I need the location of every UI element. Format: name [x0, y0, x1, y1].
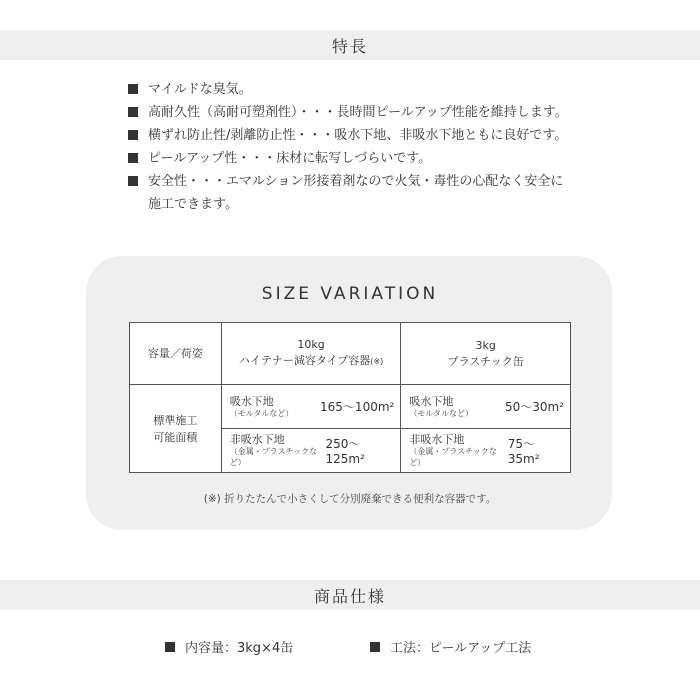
- size-table: [129, 322, 571, 473]
- cell-10kg-absorbent: 吸水下地 （モルタルなど） 165〜100m²: [221, 385, 401, 429]
- corner-cell: 容量／荷姿: [130, 323, 222, 385]
- list-item: 安全性・・・エマルション形接着剤なので火気・毒性の心配なく安全に 施工できます。: [128, 170, 588, 216]
- square-bullet-icon: [128, 84, 138, 94]
- list-item: 横ずれ防止性/剥離防止性・・・吸水下地、非吸水下地ともに良好です。: [128, 124, 588, 147]
- container-footnote: (※) 折りたたんで小さくして分別廃棄できる便利な容器です。: [203, 493, 497, 505]
- square-bullet-icon: [128, 107, 138, 117]
- square-bullet-icon: [128, 130, 138, 140]
- spec-title: 商品仕様: [313, 586, 386, 606]
- size-variation-title: SIZE VARIATION: [261, 284, 439, 304]
- square-bullet-icon: [370, 642, 380, 652]
- square-bullet-icon: [165, 642, 175, 652]
- cell-10kg-non-absorbent: 非吸水下地 （金属・プラスチックなど） 250〜125m²: [221, 429, 401, 473]
- row-label-area: 標準施工 可能面積: [130, 385, 222, 473]
- feature-list: [128, 78, 588, 216]
- square-bullet-icon: [128, 153, 138, 163]
- list-item: マイルドな臭気。: [128, 78, 588, 101]
- cell-3kg-non-absorbent: 非吸水下地 （金属・プラスチックなど） 75〜35m²: [401, 429, 571, 473]
- column-header-3kg: 3kg プラスチック缶: [401, 323, 571, 385]
- list-item: 高耐久性（高耐可塑剤性）・・・長時間ピールアップ性能を維持します。: [128, 101, 588, 124]
- spec-heading: [0, 580, 700, 610]
- spec-method: 工法：ピールアップ工法: [370, 637, 531, 656]
- square-bullet-icon: [128, 176, 138, 186]
- table-row: [130, 385, 571, 429]
- cell-3kg-absorbent: 吸水下地 （モルタルなど） 50〜30m²: [401, 385, 571, 429]
- features-heading: [0, 30, 700, 60]
- features-title: 特長: [331, 36, 368, 56]
- table-row: [130, 323, 571, 385]
- list-item: ピールアップ性・・・床材に転写しづらいです。: [128, 147, 588, 170]
- column-header-10kg: 10kg ハイテナー減容タイプ容器(※): [221, 323, 401, 385]
- spec-capacity: 内容量：3kg×4缶: [165, 637, 293, 656]
